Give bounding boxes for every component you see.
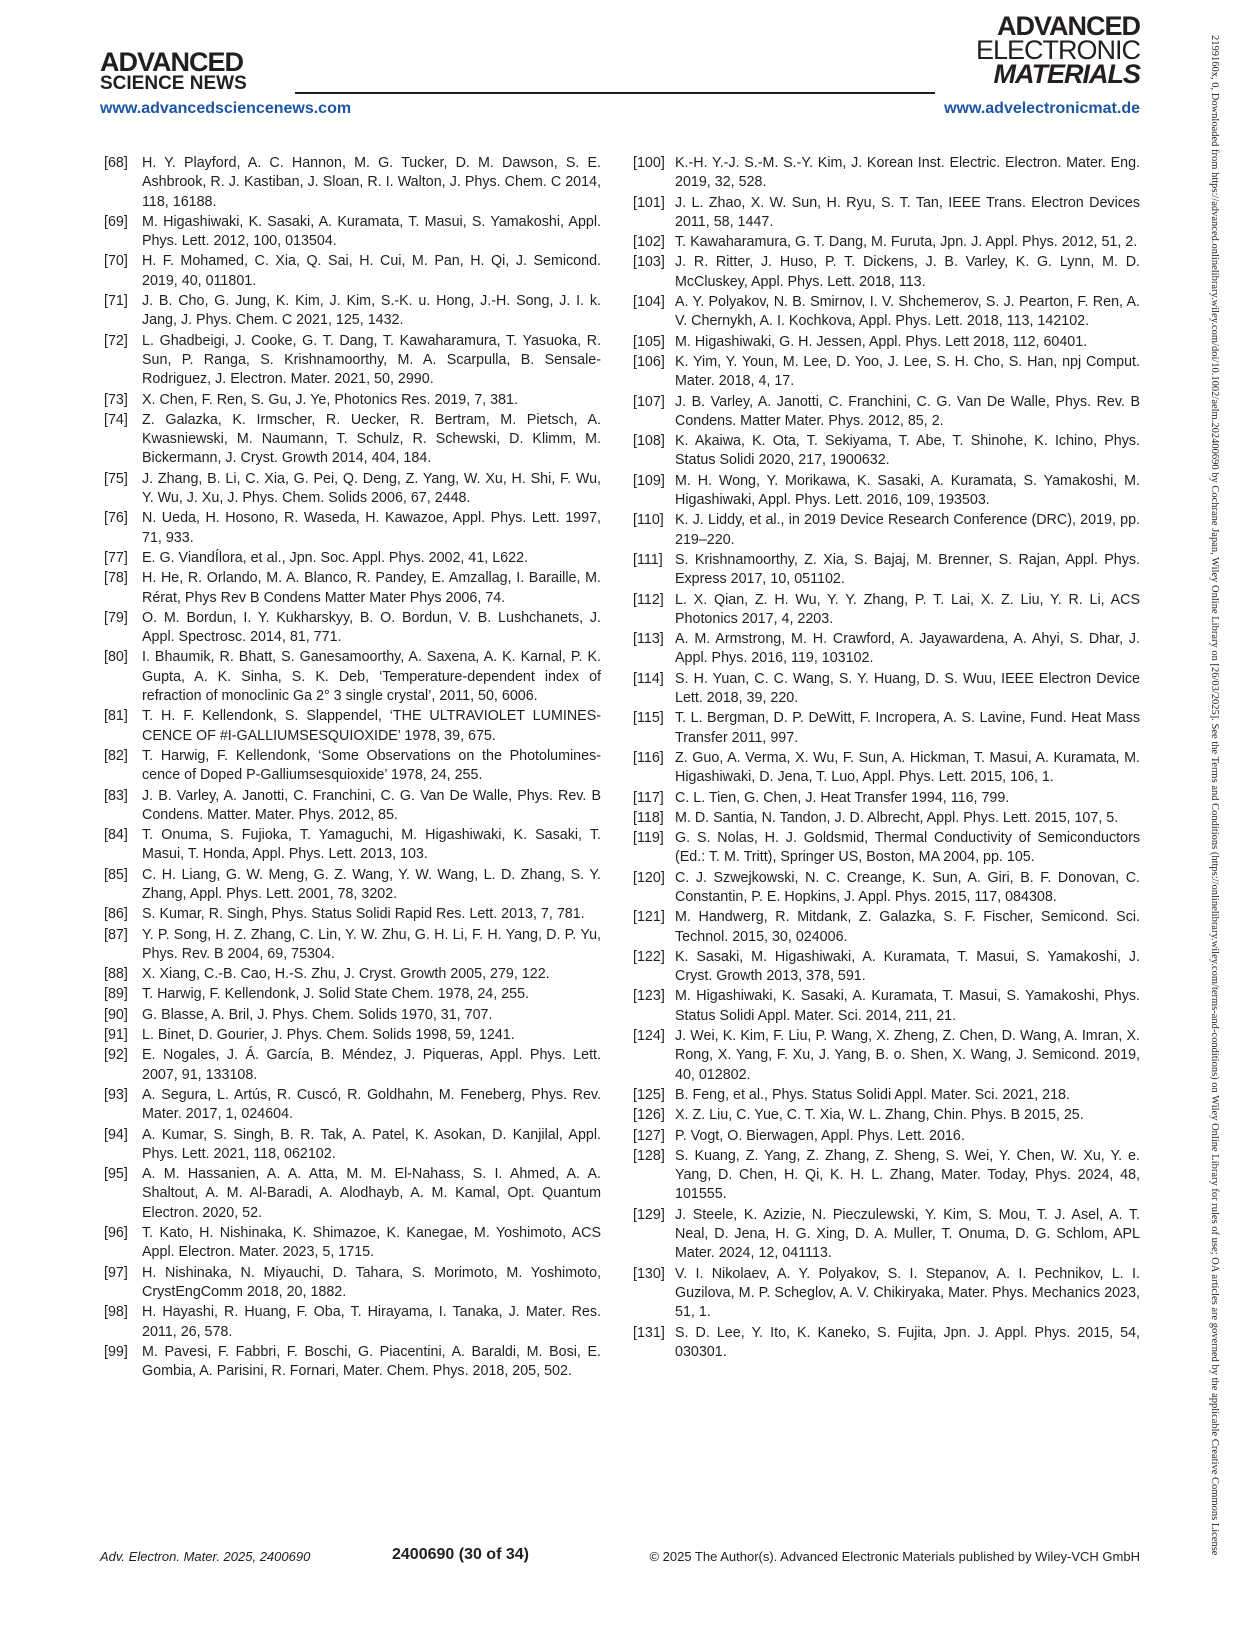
reference-text: T. H. F. Kellendonk, S. Slappendel, ‘THE ULTRAVIOLET LUMINES-CENCE OF #I-GALLIUMSESQUIOXIDE’ 1978, 39, 675. bbox=[142, 708, 601, 744]
reference-number: [84] bbox=[104, 827, 128, 844]
reference-text: T. Harwig, F. Kellendonk, J. Solid State Chem. 1978, 24, 255. bbox=[142, 986, 530, 1003]
reference-item bbox=[633, 1265, 1140, 1323]
reference-item bbox=[104, 509, 601, 548]
logo-line-electronic: ELECTRONIC bbox=[975, 35, 1140, 65]
reference-item bbox=[633, 809, 1140, 828]
reference-text: H. Hayashi, R. Huang, F. Oba, T. Hirayama, I. Tanaka, J. Mater. Res. 2011, 26, 578. bbox=[142, 1304, 601, 1340]
reference-item bbox=[104, 332, 601, 390]
reference-text: T. L. Bergman, D. P. DeWitt, F. Incropera, A. S. Lavine, Fund. Heat Mass Transfer 2011, 997. bbox=[675, 710, 1140, 746]
reference-text: X. Chen, F. Ren, S. Gu, J. Ye, Photonics Res. 2019, 7, 381. bbox=[142, 391, 518, 408]
footer-copyright: © 2025 The Author(s). Advanced Electronic Materials published by Wiley-VCH GmbH bbox=[649, 1549, 1140, 1564]
reference-number: [93] bbox=[104, 1086, 128, 1103]
reference-item bbox=[104, 1046, 601, 1085]
reference-text: P. Vogt, O. Bierwagen, Appl. Phys. Lett. 2016. bbox=[675, 1127, 965, 1144]
reference-number: [112] bbox=[633, 591, 664, 608]
reference-number: [113] bbox=[633, 631, 664, 648]
reference-text: H. He, R. Orlando, M. A. Blanco, R. Pandey, E. Amzallag, I. Baraille, M. Rérat, Phys Rev B Condens Matter Mater Phys 2006, 74. bbox=[142, 570, 601, 606]
reference-number: [96] bbox=[104, 1225, 128, 1242]
reference-number: [91] bbox=[104, 1027, 128, 1044]
reference-number: [107] bbox=[633, 393, 665, 410]
reference-number: [123] bbox=[633, 988, 665, 1005]
reference-number: [72] bbox=[104, 332, 128, 349]
reference-item bbox=[104, 787, 601, 826]
download-notice bbox=[1206, 35, 1220, 1595]
reference-text: O. M. Bordun, I. Y. Kukharskyy, B. O. Bordun, V. B. Lushchanets, J. Appl. Spectrosc. 2014, 81, 771. bbox=[142, 609, 601, 646]
reference-item bbox=[633, 1206, 1140, 1264]
reference-text: M. Pavesi, F. Fabbri, F. Boschi, G. Piacentini, A. Baraldi, M. Bosi, E. Gombia, A. Parisini, R. Fornari, Mater. Chem. Phys. 2018, 205, 502. bbox=[142, 1343, 601, 1380]
reference-item bbox=[633, 1086, 1140, 1105]
reference-number: [116] bbox=[633, 749, 664, 766]
download-notice-text: 2199160x, 0, Downloaded from https://advanced.onlinelibrary.wiley.com/doi/10.1002/aelm.202400690 by Cochrane Japan, Wiley Online Library on [26/03/2025]. See the Terms and Conditions (https://onlinelibrary.wiley.com/terms-and-conditions) on Wiley Online Library for rules of use; OA articles are governed by the applicable Creative Commons License bbox=[1209, 35, 1220, 1556]
reference-item bbox=[633, 511, 1140, 550]
reference-number: [125] bbox=[633, 1086, 665, 1103]
reference-text: J. R. Ritter, J. Huso, P. T. Dickens, J. B. Varley, K. G. Lynn, M. D. McCluskey, Appl. Phys. Lett. 2018, 113. bbox=[675, 254, 1140, 290]
reference-number: [83] bbox=[104, 787, 128, 804]
reference-text: V. I. Nikolaev, A. Y. Polyakov, S. I. Stepanov, A. I. Pechnikov, L. I. Guzilova, M. P. Scheglov, A. V. Chikiryaka, Mater. Phys. Mechanics 2023, 51, 1. bbox=[675, 1265, 1140, 1321]
reference-text: X. Z. Liu, C. Yue, C. T. Xia, W. L. Zhang, Chin. Phys. B 2015, 25. bbox=[675, 1107, 1084, 1124]
reference-number: [78] bbox=[104, 570, 128, 587]
reference-number: [120] bbox=[633, 869, 665, 886]
reference-text: J. B. Varley, A. Janotti, C. Franchini, C. G. Van De Walle, Phys. Rev. B Condens. Matter Mater. Phys. 2012, 85, 2. bbox=[675, 393, 1140, 429]
reference-number: [127] bbox=[633, 1127, 665, 1144]
reference-text: T. Onuma, S. Fujioka, T. Yamaguchi, M. Higashiwaki, K. Sasaki, T. Masui, T. Honda, Appl. Phys. Lett. 2013, 103. bbox=[142, 827, 601, 863]
reference-text: K. J. Liddy, et al., in 2019 Device Research Conference (DRC), 2019, pp. 219–220. bbox=[675, 512, 1140, 548]
reference-text: L. Ghadbeigi, J. Cooke, G. T. Dang, T. Kawaharamura, T. Yasuoka, R. Sun, P. Ranga, S. Krishnamoorthy, M. A. Scarpulla, B. Sensale-Rodriguez, J. Electron. Mater. 2021, 50, 2990. bbox=[142, 332, 601, 388]
reference-text: M. Handwerg, R. Mitdank, Z. Galazka, S. F. Fischer, Semicond. Sci. Technol. 2015, 30, 024006. bbox=[675, 909, 1140, 945]
reference-text: S. H. Yuan, C. C. Wang, S. Y. Huang, D. S. Wuu, IEEE Electron Device Lett. 2018, 39, 220. bbox=[675, 670, 1140, 707]
reference-text: A. Y. Polyakov, N. B. Smirnov, I. V. Shchemerov, S. J. Pearton, F. Ren, A. V. Chernykh, A. I. Kochkova, Appl. Phys. Lett. 2018, 113, 142102. bbox=[675, 294, 1140, 330]
reference-item bbox=[633, 432, 1140, 471]
reference-item bbox=[104, 926, 601, 965]
reference-text: B. Feng, et al., Phys. Status Solidi Appl. Mater. Sci. 2021, 218. bbox=[675, 1086, 1070, 1103]
reference-item bbox=[633, 829, 1140, 868]
reference-number: [99] bbox=[104, 1343, 128, 1360]
reference-text: K.-H. Y.-J. S.-M. S.-Y. Kim, J. Korean Inst. Electric. Electron. Mater. Eng. 2019, 32, 528. bbox=[675, 155, 1140, 191]
reference-text: S. D. Lee, Y. Ito, K. Kaneko, S. Fujita, Jpn. J. Appl. Phys. 2015, 54, 030301. bbox=[675, 1324, 1140, 1360]
reference-item bbox=[633, 353, 1140, 392]
reference-item bbox=[104, 549, 601, 568]
reference-item bbox=[633, 253, 1140, 292]
reference-text: C. L. Tien, G. Chen, J. Heat Transfer 1994, 116, 799. bbox=[675, 789, 1010, 806]
reference-item bbox=[633, 630, 1140, 669]
reference-item bbox=[104, 1264, 601, 1303]
reference-number: [106] bbox=[633, 353, 665, 370]
reference-item bbox=[104, 391, 601, 410]
reference-item bbox=[633, 1106, 1140, 1125]
logo-line-materials: MATERIALS bbox=[993, 59, 1140, 89]
reference-text: K. Akaiwa, K. Ota, T. Sekiyama, T. Abe, T. Shinohe, K. Ichino, Phys. Status Solidi 2020, 217, 1900632. bbox=[675, 433, 1140, 469]
reference-number: [124] bbox=[633, 1028, 665, 1045]
reference-item bbox=[104, 965, 601, 984]
reference-item bbox=[633, 1127, 1140, 1146]
reference-item bbox=[633, 908, 1140, 947]
reference-item bbox=[104, 154, 601, 212]
reference-item bbox=[104, 569, 601, 608]
reference-item bbox=[633, 869, 1140, 908]
reference-number: [101] bbox=[633, 194, 665, 211]
reference-number: [89] bbox=[104, 986, 128, 1003]
reference-text: T. Kawaharamura, G. T. Dang, M. Furuta, Jpn. J. Appl. Phys. 2012, 51, 2. bbox=[675, 234, 1138, 251]
reference-text: J. Steele, K. Azizie, N. Pieczulewski, Y. Kim, S. Mou, T. J. Asel, A. T. Neal, D. Jena, H. G. Xing, D. A. Muller, T. Onuma, D. G. Schlom, APL Mater. 2024, 12, 041113. bbox=[675, 1206, 1140, 1262]
reference-number: [92] bbox=[104, 1047, 128, 1064]
reference-text: E. Nogales, J. Á. García, B. Méndez, J. Piqueras, Appl. Phys. Lett. 2007, 91, 133108. bbox=[142, 1047, 601, 1083]
header-rule bbox=[295, 92, 935, 94]
reference-item bbox=[104, 826, 601, 865]
reference-number: [70] bbox=[104, 253, 128, 270]
reference-number: [122] bbox=[633, 948, 665, 965]
reference-item bbox=[633, 393, 1140, 432]
reference-item bbox=[633, 333, 1140, 352]
reference-number: [88] bbox=[104, 966, 128, 983]
reference-number: [69] bbox=[104, 213, 128, 230]
reference-number: [68] bbox=[104, 155, 128, 171]
reference-item bbox=[104, 411, 601, 469]
reference-text: M. Higashiwaki, G. H. Jessen, Appl. Phys. Lett 2018, 112, 60401. bbox=[675, 333, 1088, 350]
reference-text: X. Xiang, C.-B. Cao, H.-S. Zhu, J. Cryst. Growth 2005, 279, 122. bbox=[142, 966, 550, 983]
reference-number: [87] bbox=[104, 926, 128, 943]
reference-number: [79] bbox=[104, 609, 128, 626]
reference-number: [119] bbox=[633, 830, 664, 847]
reference-number: [100] bbox=[633, 155, 665, 171]
reference-item bbox=[633, 154, 1140, 193]
reference-text: A. M. Hassanien, A. A. Atta, M. M. El-Nahass, S. I. Ahmed, A. A. Shaltout, A. M. Al-Baradi, A. Alodhayb, A. M. Kamal, Opt. Quantum Electron. 2020, 52. bbox=[142, 1166, 601, 1221]
reference-number: [105] bbox=[633, 333, 665, 350]
reference-item bbox=[104, 1086, 601, 1125]
reference-item bbox=[104, 905, 601, 924]
reference-text: Y. P. Song, H. Z. Zhang, C. Lin, Y. W. Zhu, G. H. Li, F. H. Yang, D. P. Yu, Phys. Rev. B 2004, 69, 75304. bbox=[142, 926, 601, 962]
reference-number: [108] bbox=[633, 433, 665, 450]
reference-text: A. Segura, L. Artús, R. Cuscó, R. Goldhahn, M. Feneberg, Phys. Rev. Mater. 2017, 1, 024604. bbox=[142, 1086, 601, 1123]
reference-item bbox=[104, 648, 601, 706]
reference-number: [81] bbox=[104, 708, 128, 725]
reference-item bbox=[104, 707, 601, 746]
reference-number: [121] bbox=[633, 909, 665, 926]
reference-number: [102] bbox=[633, 234, 665, 251]
reference-item bbox=[104, 1026, 601, 1045]
reference-text: J. L. Zhao, X. W. Sun, H. Ryu, S. T. Tan, IEEE Trans. Electron Devices 2011, 58, 1447. bbox=[675, 194, 1140, 230]
reference-item bbox=[104, 292, 601, 331]
reference-item bbox=[104, 609, 601, 648]
reference-number: [90] bbox=[104, 1006, 128, 1023]
reference-item bbox=[633, 194, 1140, 233]
reference-text: M. Higashiwaki, K. Sasaki, A. Kuramata, T. Masui, S. Yamakoshi, Appl. Phys. Lett. 2012, 100, 013504. bbox=[142, 213, 601, 250]
reference-item bbox=[633, 670, 1140, 709]
publisher-url-link[interactable]: www.advancedsciencenews.com bbox=[100, 100, 352, 117]
reference-number: [97] bbox=[104, 1264, 128, 1281]
logo-line-science-news: SCIENCE NEWS bbox=[100, 73, 247, 94]
reference-text: M. H. Wong, Y. Morikawa, K. Sasaki, A. Kuramata, S. Yamakoshi, M. Higashiwaki, Appl. Phys. Lett. 2016, 109, 193503. bbox=[675, 472, 1140, 509]
reference-text: T. Kato, H. Nishinaka, K. Shimazoe, K. Kanegae, M. Yoshimoto, ACS Appl. Electron. Mater. 2023, 5, 1715. bbox=[142, 1225, 601, 1261]
reference-number: [126] bbox=[633, 1107, 665, 1124]
reference-item bbox=[633, 1027, 1140, 1085]
reference-item bbox=[633, 233, 1140, 252]
logo-line-advanced: ADVANCED bbox=[100, 47, 244, 77]
reference-item bbox=[104, 1165, 601, 1223]
reference-text: S. Krishnamoorthy, Z. Xia, S. Bajaj, M. Brenner, S. Rajan, Appl. Phys. Express 2017, 10, 051102. bbox=[675, 551, 1140, 588]
reference-item bbox=[104, 1224, 601, 1263]
footer-page-number: 2400690 (30 of 34) bbox=[392, 1546, 529, 1563]
reference-item bbox=[633, 948, 1140, 987]
reference-number: [104] bbox=[633, 294, 665, 311]
reference-text: T. Harwig, F. Kellendonk, ‘Some Observations on the Photolumines-cence of Doped P-Galliumsesquioxide’ 1978, 24, 255. bbox=[142, 747, 601, 784]
reference-item bbox=[104, 985, 601, 1004]
reference-text: H. Y. Playford, A. C. Hannon, M. G. Tucker, D. M. Dawson, S. E. Ashbrook, R. J. Kastiban, J. Sloan, R. I. Walton, J. Phys. Chem. C 2014, 118, 16188. bbox=[142, 155, 601, 210]
reference-text: C. J. Szwejkowski, N. C. Creange, K. Sun, A. Giri, B. F. Donovan, C. Constantin, P. E. Hopkins, J. Appl. Phys. 2015, 117, 084308. bbox=[675, 869, 1140, 905]
reference-item bbox=[104, 1303, 601, 1342]
footer-citation: Adv. Electron. Mater. 2025, 2400690 bbox=[100, 1549, 311, 1564]
reference-item bbox=[104, 470, 601, 509]
journal-logo-advanced-electronic-materials bbox=[975, 11, 1140, 89]
reference-number: [86] bbox=[104, 906, 128, 923]
reference-number: [77] bbox=[104, 549, 128, 566]
reference-number: [109] bbox=[633, 472, 665, 489]
reference-number: [82] bbox=[104, 747, 128, 764]
reference-text: G. Blasse, A. Bril, J. Phys. Chem. Solids 1970, 31, 707. bbox=[142, 1006, 493, 1023]
reference-text: M. D. Santia, N. Tandon, J. D. Albrecht, Appl. Phys. Lett. 2015, 107, 5. bbox=[675, 809, 1119, 826]
journal-url-link[interactable]: www.advelectronicmat.de bbox=[944, 100, 1140, 117]
reference-number: [115] bbox=[633, 710, 664, 727]
reference-item bbox=[104, 252, 601, 291]
reference-text: K. Sasaki, M. Higashiwaki, A. Kuramata, T. Masui, S. Yamakoshi, J. Cryst. Growth 2013, 378, 591. bbox=[675, 948, 1140, 985]
reference-text: C. H. Liang, G. W. Meng, G. Z. Wang, Y. W. Wang, L. D. Zhang, S. Y. Zhang, Appl. Phys. Lett. 2001, 78, 3202. bbox=[142, 866, 601, 902]
reference-text: Z. Galazka, K. Irmscher, R. Uecker, R. Bertram, M. Pietsch, A. Kwasniewski, M. Naumann, T. Schulz, R. Schewski, D. Klimm, M. Bickermann, J. Cryst. Growth 2014, 404, 184. bbox=[142, 411, 601, 467]
reference-text: G. S. Nolas, H. J. Goldsmid, Thermal Conductivity of Semiconductors (Ed.: T. M. Tritt), Springer US, Boston, MA 2004, pp. 105. bbox=[675, 830, 1140, 866]
reference-text: J. Zhang, B. Li, C. Xia, G. Pei, Q. Deng, Z. Yang, W. Xu, H. Shi, F. Wu, Y. Wu, J. Xu, J. Phys. Chem. Solids 2006, 67, 2448. bbox=[142, 470, 601, 507]
reference-number: [130] bbox=[633, 1265, 665, 1282]
reference-number: [74] bbox=[104, 411, 128, 428]
reference-item bbox=[104, 1126, 601, 1165]
reference-item bbox=[633, 789, 1140, 808]
references-right-column bbox=[633, 154, 1140, 1363]
reference-item bbox=[633, 987, 1140, 1026]
reference-text: A. M. Armstrong, M. H. Crawford, A. Jayawardena, A. Ahyi, S. Dhar, J. Appl. Phys. 2016, 119, 103102. bbox=[675, 631, 1140, 667]
reference-item bbox=[633, 1147, 1140, 1205]
reference-number: [94] bbox=[104, 1126, 128, 1143]
reference-text: L. Binet, D. Gourier, J. Phys. Chem. Solids 1998, 59, 1241. bbox=[142, 1027, 515, 1044]
reference-number: [76] bbox=[104, 510, 128, 527]
reference-item bbox=[633, 709, 1140, 748]
reference-item bbox=[633, 293, 1140, 332]
reference-number: [114] bbox=[633, 670, 664, 687]
reference-number: [118] bbox=[633, 809, 664, 826]
reference-text: E. G. ViandÍlora, et al., Jpn. Soc. Appl. Phys. 2002, 41, L622. bbox=[142, 549, 528, 566]
reference-item bbox=[104, 1343, 601, 1382]
reference-number: [131] bbox=[633, 1324, 665, 1341]
reference-text: A. Kumar, S. Singh, B. R. Tak, A. Patel, K. Asokan, D. Kanjilal, Appl. Phys. Lett. 2021, 118, 062102. bbox=[142, 1126, 601, 1162]
reference-text: K. Yim, Y. Youn, M. Lee, D. Yoo, J. Lee, S. H. Cho, S. Han, npj Comput. Mater. 2018, 4, 17. bbox=[675, 353, 1140, 390]
reference-item bbox=[104, 747, 601, 786]
reference-number: [85] bbox=[104, 866, 128, 883]
reference-item bbox=[104, 1006, 601, 1025]
reference-text: L. X. Qian, Z. H. Wu, Y. Y. Zhang, P. T. Lai, X. Z. Liu, Y. R. Li, ACS Photonics 2017, 4, 2203. bbox=[675, 591, 1140, 627]
reference-number: [75] bbox=[104, 470, 128, 487]
reference-number: [103] bbox=[633, 254, 665, 271]
reference-number: [73] bbox=[104, 391, 128, 408]
reference-text: S. Kuang, Z. Yang, Z. Zhang, Z. Sheng, S. Wei, Y. Chen, W. Xu, Y. e. Yang, D. Chen, H. Qi, K. H. L. Zhang, Mater. Today, Phys. 2024, 48, 101555. bbox=[675, 1147, 1140, 1203]
reference-text: J. B. Varley, A. Janotti, C. Franchini, C. G. Van De Walle, Phys. Rev. B Condens. Matter. Mater. Phys. 2012, 85. bbox=[142, 787, 601, 823]
logo-line-advanced: ADVANCED bbox=[996, 11, 1140, 41]
reference-text: I. Bhaumik, R. Bhatt, S. Ganesamoorthy, A. Saxena, A. K. Karnal, P. K. Gupta, A. K. Sinha, S. K. Deb, ‘Temperature-dependent index of refraction of monoclinic Ga 2° 3 single crystal’, 2011, 50, 6006. bbox=[142, 649, 601, 705]
reference-number: [80] bbox=[104, 649, 128, 666]
reference-number: [117] bbox=[633, 789, 664, 806]
reference-text: J. Wei, K. Kim, F. Liu, P. Wang, X. Zheng, Z. Chen, D. Wang, A. Imran, X. Rong, X. Yang, F. Xu, J. Yang, B. o. Shen, X. Wang, J. Semicond. 2019, 40, 012802. bbox=[675, 1028, 1140, 1083]
reference-text: H. Nishinaka, N. Miyauchi, D. Tahara, S. Morimoto, M. Yoshimoto, CrystEngComm 2018, 20, 1882. bbox=[142, 1264, 601, 1300]
reference-number: [128] bbox=[633, 1147, 665, 1164]
reference-text: J. B. Cho, G. Jung, K. Kim, J. Kim, S.-K. u. Hong, J.-H. Song, J. I. k. Jang, J. Phys. Chem. C 2021, 125, 1432. bbox=[142, 293, 601, 329]
reference-item bbox=[633, 551, 1140, 590]
reference-item bbox=[633, 591, 1140, 630]
reference-number: [129] bbox=[633, 1206, 665, 1223]
reference-number: [110] bbox=[633, 512, 664, 529]
reference-text: H. F. Mohamed, C. Xia, Q. Sai, H. Cui, M. Pan, H. Qi, J. Semicond. 2019, 40, 011801. bbox=[142, 253, 601, 289]
reference-text: Z. Guo, A. Verma, X. Wu, F. Sun, A. Hickman, T. Masui, A. Kuramata, M. Higashiwaki, D. Jena, T. Luo, Appl. Phys. Lett. 2015, 106, 1. bbox=[675, 749, 1140, 786]
references-left-column bbox=[104, 154, 601, 1382]
reference-item bbox=[633, 749, 1140, 788]
reference-number: [71] bbox=[104, 293, 128, 310]
reference-item bbox=[104, 213, 601, 252]
reference-text: N. Ueda, H. Hosono, R. Waseda, H. Kawazoe, Appl. Phys. Lett. 1997, 71, 933. bbox=[142, 510, 601, 546]
reference-text: M. Higashiwaki, K. Sasaki, A. Kuramata, T. Masui, S. Yamakoshi, Phys. Status Solidi Appl. Mater. Sci. 2014, 211, 21. bbox=[675, 988, 1140, 1024]
reference-text: S. Kumar, R. Singh, Phys. Status Solidi Rapid Res. Lett. 2013, 7, 781. bbox=[142, 906, 585, 923]
journal-logo-advanced-science-news bbox=[100, 47, 290, 94]
reference-item bbox=[633, 1324, 1140, 1363]
reference-number: [98] bbox=[104, 1304, 128, 1321]
reference-item bbox=[633, 472, 1140, 511]
reference-number: [111] bbox=[633, 551, 663, 568]
reference-number: [95] bbox=[104, 1166, 128, 1183]
reference-item bbox=[104, 866, 601, 905]
